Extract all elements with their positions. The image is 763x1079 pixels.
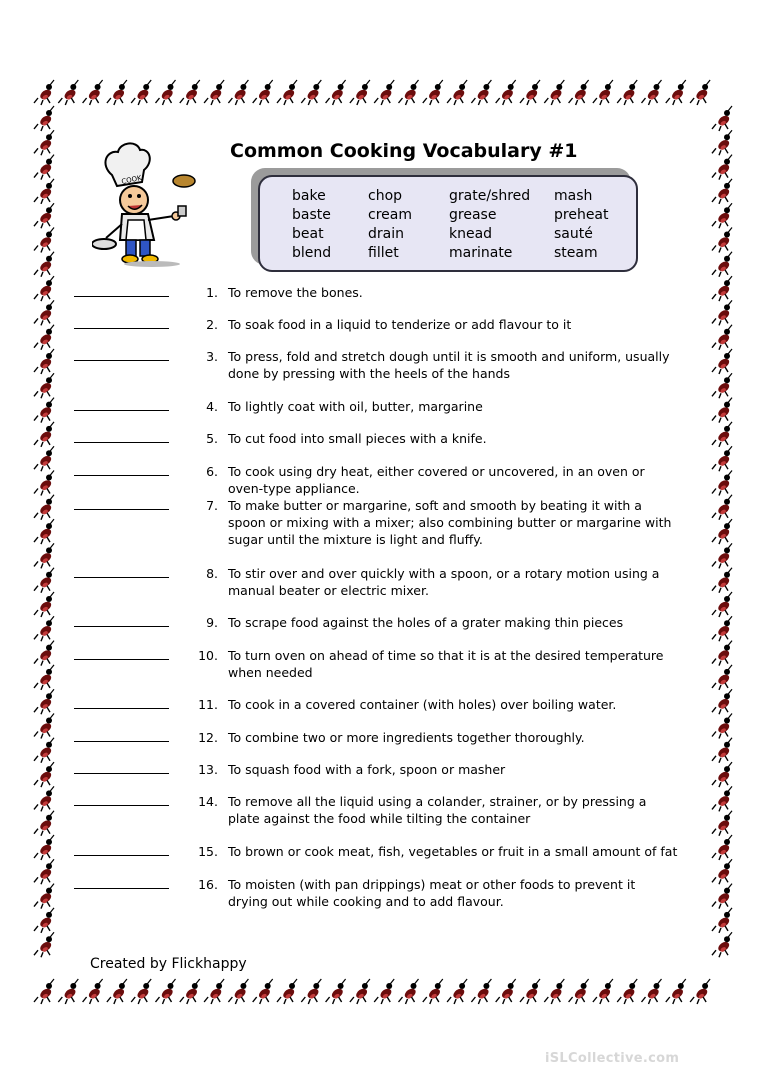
border-bug-icon (34, 568, 54, 593)
border-bug-icon (712, 276, 732, 301)
border-bug-icon (34, 203, 54, 228)
question-text: To make butter or margarine, soft and smooth by beating it with a spoon or mixing with a mixer; also combining butter or margarine with sugar until the mixture is light and fluffy. (228, 498, 672, 547)
border-bug-icon (34, 179, 54, 204)
border-bug-icon (712, 252, 732, 277)
border-bug-icon (544, 979, 564, 1004)
question-text: To moisten (with pan drippings) meat or other foods to prevent it drying out while cooking and to add flavour. (228, 877, 636, 909)
border-bug-icon (712, 714, 732, 739)
word: knead (449, 226, 493, 242)
word: grate/shred (449, 188, 531, 204)
border-bug-icon (34, 422, 54, 447)
question-text: To turn oven on ahead of time so that it is at the desired temperature when needed (228, 648, 664, 680)
answer-blank[interactable] (74, 696, 169, 709)
word: steam (554, 245, 598, 261)
question-text: To stir over and over quickly with a spoon, or a rotary motion using a manual beater or electric mixer. (228, 566, 660, 598)
border-bug-icon (642, 979, 662, 1004)
question-text: To remove all the liquid using a colander, strainer, or by pressing a plate against the food while tilting the container (228, 794, 647, 826)
word: drain (368, 226, 404, 242)
word-bank-column (554, 187, 609, 263)
word-bank-column (449, 187, 530, 263)
border-bug-icon (34, 155, 54, 180)
word: preheat (554, 207, 609, 223)
border-bug-icon (617, 979, 637, 1004)
border-bug-icon (34, 543, 54, 568)
border-bug-icon (34, 689, 54, 714)
border-bug-icon (58, 979, 78, 1004)
border-bug-icon (83, 979, 103, 1004)
border-bug-icon (156, 979, 176, 1004)
word: cream (368, 207, 412, 223)
border-bug-icon (34, 446, 54, 471)
border-bug-icon (642, 80, 662, 105)
border-bug-icon (712, 689, 732, 714)
border-bug-icon (301, 979, 321, 1004)
question-number: 15. (198, 844, 218, 859)
border-bug-icon (712, 203, 732, 228)
border-bug-icon (447, 80, 467, 105)
border-bug-icon (471, 979, 491, 1004)
border-bug-icon (712, 665, 732, 690)
border-bug-icon (34, 252, 54, 277)
border-bug-icon (712, 835, 732, 860)
border-bug-icon (34, 325, 54, 350)
border-bug-icon (180, 979, 200, 1004)
border-bug-icon (301, 80, 321, 105)
question-number: 14. (198, 794, 218, 809)
border-bug-icon (666, 80, 686, 105)
border-bug-icon (569, 80, 589, 105)
answer-blank[interactable] (74, 843, 169, 856)
border-bug-icon (350, 979, 370, 1004)
border-bug-icon (712, 592, 732, 617)
word: baste (292, 207, 331, 223)
border-bug-icon (471, 80, 491, 105)
border-bug-icon (520, 80, 540, 105)
answer-blank[interactable] (74, 614, 169, 627)
border-bug-icon (34, 616, 54, 641)
border-bug-icon (131, 979, 151, 1004)
border-bug-icon (712, 228, 732, 253)
border-bug-icon (712, 519, 732, 544)
border-bug-icon (58, 80, 78, 105)
border-bug-icon (712, 495, 732, 520)
page-title: Common Cooking Vocabulary #1 (230, 140, 578, 162)
question-number: 10. (198, 648, 218, 663)
question-number: 2. (206, 317, 218, 332)
border-bug-icon (107, 979, 127, 1004)
border-bug-icon (131, 80, 151, 105)
question-number: 16. (198, 877, 218, 892)
border-bug-icon (34, 495, 54, 520)
border-bug-icon (712, 300, 732, 325)
border-bug-icon (712, 446, 732, 471)
border-bug-icon (34, 979, 54, 1004)
border-bug-icon (253, 979, 273, 1004)
question-text: To cook using dry heat, either covered or uncovered, in an oven or oven-type appliance. (228, 464, 645, 496)
border-bug-icon (34, 738, 54, 763)
border-bug-icon (712, 543, 732, 568)
border-bug-icon (34, 130, 54, 155)
border-bug-icon (496, 80, 516, 105)
watermark: iSLCollective.com (545, 1051, 680, 1066)
border-bug-icon (399, 979, 419, 1004)
border-bug-icon (712, 349, 732, 374)
question-number: 11. (198, 697, 218, 712)
question-text: To squash food with a fork, spoon or masher (228, 762, 506, 777)
border-bug-icon (228, 80, 248, 105)
border-bug-icon (712, 398, 732, 423)
border-bug-icon (423, 80, 443, 105)
answer-blank[interactable] (74, 497, 169, 510)
border-bug-icon (34, 228, 54, 253)
border-bug-icon (374, 80, 394, 105)
question-text: To remove the bones. (228, 285, 363, 300)
border-bug-icon (34, 471, 54, 496)
question-text: To press, fold and stretch dough until it is smooth and uniform, usually done by pressing with the heels of the hands (228, 349, 670, 381)
border-bug-icon (34, 714, 54, 739)
border-bug-icon (712, 738, 732, 763)
word-bank (258, 175, 638, 272)
border-bug-icon (712, 859, 732, 884)
border-bug-icon (34, 762, 54, 787)
answer-blank[interactable] (74, 729, 169, 742)
border-bug-icon (180, 80, 200, 105)
question-number: 5. (206, 431, 218, 446)
answer-blank[interactable] (74, 316, 169, 329)
answer-blank[interactable] (74, 565, 169, 578)
border-bug-icon (326, 80, 346, 105)
word: grease (449, 207, 497, 223)
border-bug-icon (34, 908, 54, 933)
border-bug-icon (34, 592, 54, 617)
border-bug-icon (712, 762, 732, 787)
word: mash (554, 188, 593, 204)
border-bug-icon (617, 80, 637, 105)
border-bug-icon (34, 300, 54, 325)
border-bug-icon (34, 932, 54, 957)
border-bug-icon (107, 80, 127, 105)
word-bank-column (368, 187, 412, 263)
border-bug-icon (712, 373, 732, 398)
answer-blank[interactable] (74, 793, 169, 806)
border-bug-icon (712, 811, 732, 836)
border-bug-icon (34, 106, 54, 131)
question-number: 12. (198, 730, 218, 745)
chef-illustration (92, 140, 217, 270)
word: chop (368, 188, 403, 204)
border-bug-icon (34, 641, 54, 666)
question-text: To cook in a covered container (with holes) over boiling water. (228, 697, 617, 712)
word: blend (292, 245, 332, 261)
answer-blank[interactable] (74, 348, 169, 361)
border-bug-icon (34, 835, 54, 860)
border-bug-icon (277, 979, 297, 1004)
border-bug-icon (666, 979, 686, 1004)
border-bug-icon (712, 130, 732, 155)
border-bug-icon (496, 979, 516, 1004)
border-bug-icon (34, 276, 54, 301)
question-number: 9. (206, 615, 218, 630)
border-bug-icon (204, 80, 224, 105)
border-bug-icon (374, 979, 394, 1004)
chef-hat-text: COOK (120, 173, 143, 186)
border-bug-icon (690, 979, 710, 1004)
border-bug-icon (593, 80, 613, 105)
question-number: 6. (206, 464, 218, 479)
answer-blank[interactable] (74, 284, 169, 297)
border-bug-icon (712, 884, 732, 909)
border-bug-icon (34, 884, 54, 909)
border-bug-icon (520, 979, 540, 1004)
border-bug-icon (204, 979, 224, 1004)
question-text: To soak food in a liquid to tenderize or add flavour to it (228, 317, 572, 332)
border-bug-icon (34, 665, 54, 690)
border-bug-icon (228, 979, 248, 1004)
border-bug-icon (712, 471, 732, 496)
question-text: To lightly coat with oil, butter, margarine (228, 399, 483, 414)
border-bug-icon (712, 179, 732, 204)
border-bug-icon (712, 641, 732, 666)
border-bug-icon (34, 786, 54, 811)
border-bug-icon (712, 325, 732, 350)
border-bug-icon (326, 979, 346, 1004)
border-bug-icon (690, 80, 710, 105)
question-text: To combine two or more ingredients together thoroughly. (228, 730, 585, 745)
question-number: 1. (206, 285, 218, 300)
border-bug-icon (350, 80, 370, 105)
border-bug-icon (34, 398, 54, 423)
border-bug-icon (34, 349, 54, 374)
border-bug-icon (712, 616, 732, 641)
author-credit: Created by Flickhappy (90, 956, 247, 972)
question-number: 8. (206, 566, 218, 581)
border-bug-icon (712, 786, 732, 811)
border-bug-icon (83, 80, 103, 105)
border-bug-icon (34, 80, 54, 105)
border-bug-icon (34, 811, 54, 836)
border-bug-icon (423, 979, 443, 1004)
word-bank-column (292, 187, 331, 263)
border-bug-icon (593, 979, 613, 1004)
word: beat (292, 226, 324, 242)
word: bake (292, 188, 326, 204)
border-bug-icon (277, 80, 297, 105)
border-bug-icon (253, 80, 273, 105)
answer-blank[interactable] (74, 463, 169, 476)
question-number: 13. (198, 762, 218, 777)
answer-blank[interactable] (74, 398, 169, 411)
border-bug-icon (712, 932, 732, 957)
border-bug-icon (569, 979, 589, 1004)
question-number: 4. (206, 399, 218, 414)
border-bug-icon (447, 979, 467, 1004)
border-bug-icon (712, 106, 732, 131)
word: marinate (449, 245, 513, 261)
question-number: 7. (206, 498, 218, 513)
border-bug-icon (544, 80, 564, 105)
border-bug-icon (34, 373, 54, 398)
border-bug-icon (399, 80, 419, 105)
answer-blank[interactable] (74, 430, 169, 443)
border-bug-icon (712, 568, 732, 593)
border-bug-icon (34, 859, 54, 884)
question-text: To scrape food against the holes of a grater making thin pieces (228, 615, 624, 630)
answer-blank[interactable] (74, 761, 169, 774)
border-bug-icon (34, 519, 54, 544)
border-bug-icon (712, 155, 732, 180)
border-bug-icon (156, 80, 176, 105)
border-bug-icon (712, 908, 732, 933)
answer-blank[interactable] (74, 647, 169, 660)
word: sauté (554, 226, 593, 242)
answer-blank[interactable] (74, 876, 169, 889)
word: fillet (368, 245, 399, 261)
border-bug-icon (712, 422, 732, 447)
question-text: To brown or cook meat, fish, vegetables or fruit in a small amount of fat (228, 844, 678, 859)
question-text: To cut food into small pieces with a knife. (228, 431, 487, 446)
question-number: 3. (206, 349, 218, 364)
